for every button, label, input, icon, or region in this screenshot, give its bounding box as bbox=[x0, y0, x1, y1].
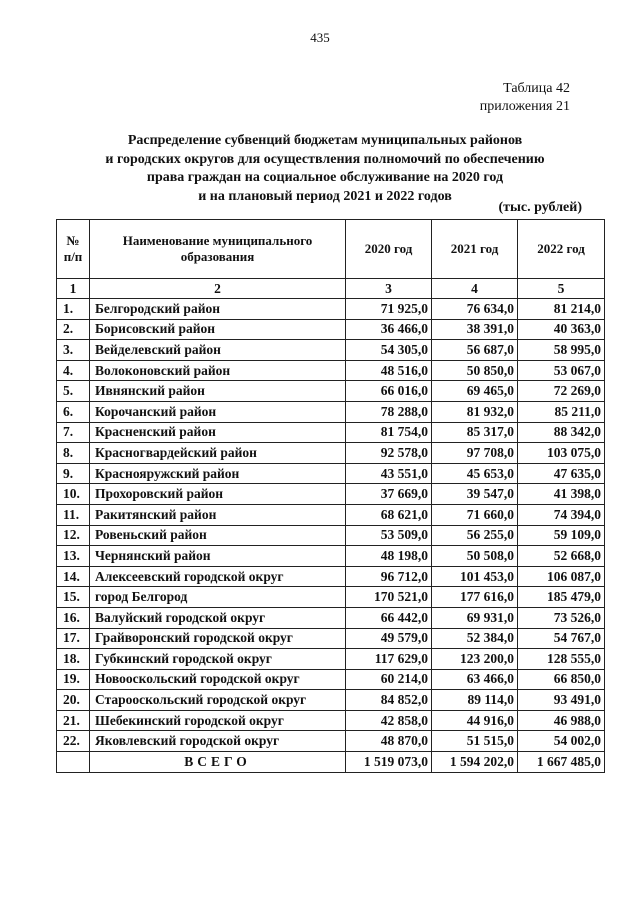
value-2021: 50 508,0 bbox=[432, 546, 518, 567]
table-row bbox=[57, 504, 605, 525]
table-row bbox=[57, 731, 605, 752]
value-2021: 76 634,0 bbox=[432, 299, 518, 320]
value-2022: 103 075,0 bbox=[518, 443, 605, 464]
title-line: Распределение субвенций бюджетам муниципальных районов bbox=[127, 133, 523, 148]
value-2021: 177 616,0 bbox=[432, 587, 518, 608]
municipality-name: Валуйский городской округ bbox=[90, 607, 346, 628]
row-number: 18. bbox=[57, 649, 90, 670]
row-number: 11. bbox=[57, 504, 90, 525]
table-row bbox=[57, 710, 605, 731]
table-row bbox=[57, 463, 605, 484]
table-row bbox=[57, 319, 605, 340]
value-2021: 39 547,0 bbox=[432, 484, 518, 505]
municipality-name: город Белгород bbox=[90, 587, 346, 608]
value-2020: 78 288,0 bbox=[346, 401, 432, 422]
value-2021: 56 687,0 bbox=[432, 340, 518, 361]
municipality-name: Ровеньский район bbox=[90, 525, 346, 546]
municipality-name: Краснояружский район bbox=[90, 463, 346, 484]
value-2020: 36 466,0 bbox=[346, 319, 432, 340]
row-number: 15. bbox=[57, 587, 90, 608]
row-number: 21. bbox=[57, 710, 90, 731]
municipality-name: Красненский район bbox=[90, 422, 346, 443]
value-2020: 71 925,0 bbox=[346, 299, 432, 320]
value-2022: 72 269,0 bbox=[518, 381, 605, 402]
value-2020: 66 442,0 bbox=[346, 607, 432, 628]
value-2022: 93 491,0 bbox=[518, 690, 605, 711]
value-2021: 45 653,0 bbox=[432, 463, 518, 484]
value-2020: 53 509,0 bbox=[346, 525, 432, 546]
appendix-number: приложения 21 bbox=[479, 99, 570, 114]
table-row bbox=[57, 299, 605, 320]
municipality-name: Белгородский район bbox=[90, 299, 346, 320]
row-number: 19. bbox=[57, 669, 90, 690]
municipality-name: Борисовский район bbox=[90, 319, 346, 340]
column-number: 4 bbox=[432, 279, 518, 299]
value-2021: 63 466,0 bbox=[432, 669, 518, 690]
value-2021: 123 200,0 bbox=[432, 649, 518, 670]
table-body bbox=[57, 299, 605, 752]
value-2022: 40 363,0 bbox=[518, 319, 605, 340]
title-line: права граждан на социальное обслуживание на 2020 год bbox=[146, 170, 504, 185]
value-2020: 37 669,0 bbox=[346, 484, 432, 505]
table-row bbox=[57, 587, 605, 608]
table-row bbox=[57, 649, 605, 670]
value-2022: 47 635,0 bbox=[518, 463, 605, 484]
value-2020: 48 198,0 bbox=[346, 546, 432, 567]
table-reference bbox=[480, 80, 570, 116]
municipality-name: Прохоровский район bbox=[90, 484, 346, 505]
table-row bbox=[57, 422, 605, 443]
table-row bbox=[57, 381, 605, 402]
value-2021: 52 384,0 bbox=[432, 628, 518, 649]
total-2021: 1 594 202,0 bbox=[432, 752, 518, 773]
value-2022: 106 087,0 bbox=[518, 566, 605, 587]
value-2022: 54 002,0 bbox=[518, 731, 605, 752]
value-2020: 170 521,0 bbox=[346, 587, 432, 608]
column-number: 1 bbox=[57, 279, 90, 299]
value-2022: 81 214,0 bbox=[518, 299, 605, 320]
row-number: 1. bbox=[57, 299, 90, 320]
value-2022: 73 526,0 bbox=[518, 607, 605, 628]
value-2020: 66 016,0 bbox=[346, 381, 432, 402]
row-number: 5. bbox=[57, 381, 90, 402]
row-number: 14. bbox=[57, 566, 90, 587]
value-2021: 101 453,0 bbox=[432, 566, 518, 587]
value-2022: 66 850,0 bbox=[518, 669, 605, 690]
value-2022: 128 555,0 bbox=[518, 649, 605, 670]
header-name: Наименование муниципального образования bbox=[90, 220, 346, 279]
subventions-table bbox=[56, 219, 605, 773]
municipality-name: Вейделевский район bbox=[90, 340, 346, 361]
row-number: 12. bbox=[57, 525, 90, 546]
value-2021: 85 317,0 bbox=[432, 422, 518, 443]
total-2022: 1 667 485,0 bbox=[518, 752, 605, 773]
row-number: 4. bbox=[57, 360, 90, 381]
value-2021: 38 391,0 bbox=[432, 319, 518, 340]
title-line: и городских округов для осуществления полномочий по обеспечению bbox=[105, 151, 545, 167]
value-2020: 49 579,0 bbox=[346, 628, 432, 649]
units-label: (тыс. рублей) bbox=[498, 200, 582, 215]
municipality-name: Волоконовский район bbox=[90, 360, 346, 381]
value-2020: 42 858,0 bbox=[346, 710, 432, 731]
page-number: 435 bbox=[310, 30, 330, 45]
table-row bbox=[57, 525, 605, 546]
value-2022: 185 479,0 bbox=[518, 587, 605, 608]
municipality-name: Новооскольский городской округ bbox=[90, 669, 346, 690]
row-number: 9. bbox=[57, 463, 90, 484]
value-2020: 60 214,0 bbox=[346, 669, 432, 690]
total-label: ВСЕГО bbox=[90, 752, 346, 773]
row-number: 6. bbox=[57, 401, 90, 422]
municipality-name: Ракитянский район bbox=[90, 504, 346, 525]
row-number: 7. bbox=[57, 422, 90, 443]
municipality-name: Шебекинский городской округ bbox=[90, 710, 346, 731]
row-number: 20. bbox=[57, 690, 90, 711]
column-number: 5 bbox=[518, 279, 605, 299]
value-2020: 84 852,0 bbox=[346, 690, 432, 711]
value-2022: 58 995,0 bbox=[518, 340, 605, 361]
column-number: 2 bbox=[90, 279, 346, 299]
municipality-name: Старооскольский городской округ bbox=[90, 690, 346, 711]
municipality-name: Губкинский городской округ bbox=[90, 649, 346, 670]
table-row bbox=[57, 690, 605, 711]
total-blank-cell bbox=[57, 752, 90, 773]
value-2022: 54 767,0 bbox=[518, 628, 605, 649]
column-number-row bbox=[57, 279, 605, 299]
value-2022: 74 394,0 bbox=[518, 504, 605, 525]
municipality-name: Грайворонский городской округ bbox=[90, 628, 346, 649]
value-2021: 69 465,0 bbox=[432, 381, 518, 402]
value-2021: 89 114,0 bbox=[432, 690, 518, 711]
row-number: 8. bbox=[57, 443, 90, 464]
municipality-name: Корочанский район bbox=[90, 401, 346, 422]
column-number: 3 bbox=[346, 279, 432, 299]
value-2022: 46 988,0 bbox=[518, 710, 605, 731]
value-2020: 48 870,0 bbox=[346, 731, 432, 752]
table-row bbox=[57, 669, 605, 690]
value-2022: 41 398,0 bbox=[518, 484, 605, 505]
value-2020: 117 629,0 bbox=[346, 649, 432, 670]
municipality-name: Чернянский район bbox=[90, 546, 346, 567]
value-2020: 68 621,0 bbox=[346, 504, 432, 525]
table-header-row bbox=[57, 220, 605, 279]
municipality-name: Ивнянский район bbox=[90, 381, 346, 402]
header-2022: 2022 год bbox=[518, 220, 605, 279]
value-2021: 44 916,0 bbox=[432, 710, 518, 731]
value-2022: 52 668,0 bbox=[518, 546, 605, 567]
table-row bbox=[57, 628, 605, 649]
table-row bbox=[57, 360, 605, 381]
table-row bbox=[57, 340, 605, 361]
value-2020: 54 305,0 bbox=[346, 340, 432, 361]
header-2020: 2020 год bbox=[346, 220, 432, 279]
value-2022: 88 342,0 bbox=[518, 422, 605, 443]
table-row bbox=[57, 443, 605, 464]
row-number: 22. bbox=[57, 731, 90, 752]
value-2020: 81 754,0 bbox=[346, 422, 432, 443]
document-title bbox=[60, 132, 590, 206]
municipality-name: Алексеевский городской округ bbox=[90, 566, 346, 587]
table-number: Таблица 42 bbox=[503, 81, 570, 96]
title-line: и на плановый период 2021 и 2022 годов bbox=[198, 188, 452, 204]
table-row bbox=[57, 546, 605, 567]
value-2022: 59 109,0 bbox=[518, 525, 605, 546]
municipality-name: Красногвардейский район bbox=[90, 443, 346, 464]
table-row bbox=[57, 484, 605, 505]
value-2021: 56 255,0 bbox=[432, 525, 518, 546]
row-number: 17. bbox=[57, 628, 90, 649]
table-row bbox=[57, 607, 605, 628]
row-number: 13. bbox=[57, 546, 90, 567]
row-number: 2. bbox=[57, 319, 90, 340]
row-number: 3. bbox=[57, 340, 90, 361]
row-number: 16. bbox=[57, 607, 90, 628]
value-2021: 97 708,0 bbox=[432, 443, 518, 464]
header-2021: 2021 год bbox=[432, 220, 518, 279]
total-row bbox=[57, 752, 605, 773]
value-2021: 71 660,0 bbox=[432, 504, 518, 525]
value-2022: 53 067,0 bbox=[518, 360, 605, 381]
total-2020: 1 519 073,0 bbox=[346, 752, 432, 773]
municipality-name: Яковлевский городской округ bbox=[90, 731, 346, 752]
header-num: № п/п bbox=[57, 220, 90, 279]
value-2021: 50 850,0 bbox=[432, 360, 518, 381]
value-2021: 69 931,0 bbox=[432, 607, 518, 628]
value-2022: 85 211,0 bbox=[518, 401, 605, 422]
row-number: 10. bbox=[57, 484, 90, 505]
value-2021: 81 932,0 bbox=[432, 401, 518, 422]
table-row bbox=[57, 566, 605, 587]
table-row bbox=[57, 401, 605, 422]
value-2020: 92 578,0 bbox=[346, 443, 432, 464]
value-2020: 43 551,0 bbox=[346, 463, 432, 484]
value-2020: 48 516,0 bbox=[346, 360, 432, 381]
value-2020: 96 712,0 bbox=[346, 566, 432, 587]
value-2021: 51 515,0 bbox=[432, 731, 518, 752]
